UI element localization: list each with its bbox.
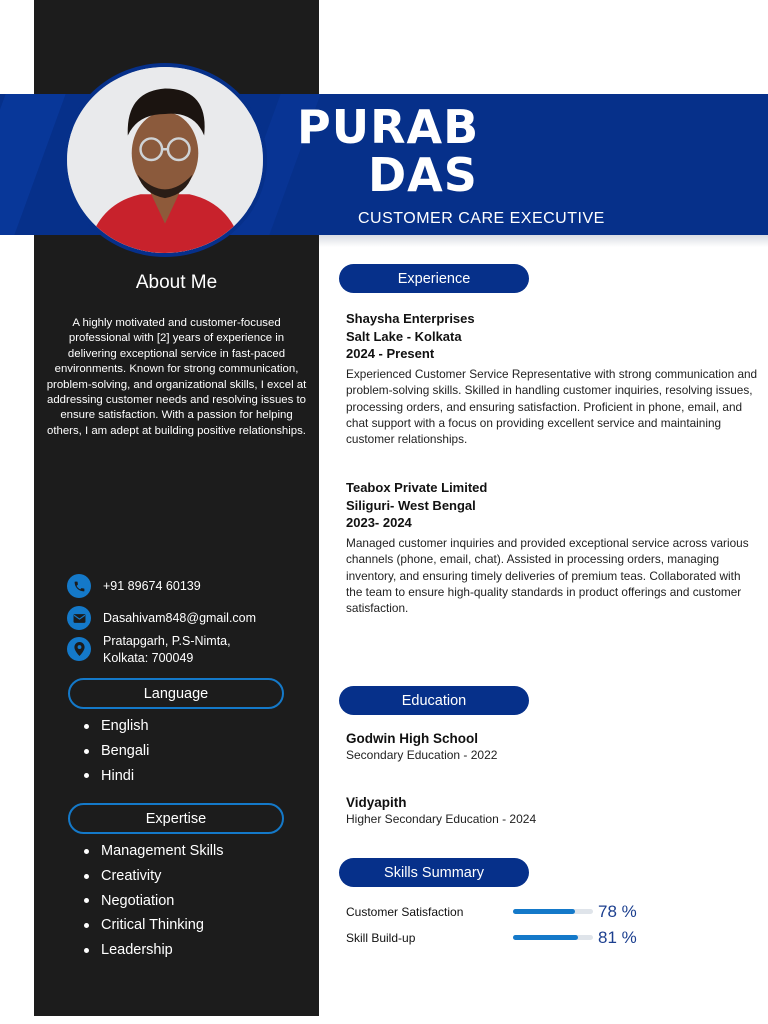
language-heading: Language bbox=[68, 678, 284, 709]
email-address[interactable]: Dasahivam848@gmail.com bbox=[103, 611, 257, 625]
job-2-location: Siliguri- West Bengal bbox=[346, 497, 476, 513]
job-title: CUSTOMER CARE EXECUTIVE bbox=[358, 210, 605, 227]
job-1-location: Salt Lake - Kolkata bbox=[346, 328, 462, 344]
education-2-level: Higher Secondary Education - 2024 bbox=[346, 812, 537, 826]
job-1-period: 2024 - Present bbox=[346, 346, 435, 361]
job-2-description: Managed customer inquiries and provided exceptional service across various channels (phone, email, chat). Assisted in processing orders, managing inventory, and ensuring timely deliveries of premium teas. Collaborated with the team to ensure high-quality standards in product offerings and customer satisfaction. bbox=[346, 536, 749, 616]
skill-2-percent: 81 % bbox=[598, 928, 637, 947]
job-2-period: 2023- 2024 bbox=[346, 515, 412, 530]
list-item: English bbox=[84, 714, 149, 739]
profile-photo bbox=[63, 63, 267, 257]
skill-2-bar bbox=[513, 935, 593, 940]
job-1-description: Experienced Customer Service Representative with strong communication and problem-solving skills. Skilled in handling customer inquiries, resolving issues, processing orders, and ensuring satisfaction. Proficient in phone, email, and chat support with a focus on providing excellent service and maintaining customer relationships. bbox=[346, 367, 758, 447]
education-1-school: Godwin High School bbox=[346, 731, 478, 746]
contact-email bbox=[67, 606, 256, 630]
email-icon bbox=[67, 606, 91, 630]
job-1-header bbox=[346, 310, 475, 363]
first-name: PURAB bbox=[297, 100, 480, 154]
list-item: Management Skills bbox=[84, 839, 224, 864]
address-line-1: Pratapgarh, P.S-Nimta, bbox=[103, 634, 231, 648]
contact-address bbox=[67, 633, 231, 667]
education-1-level: Secondary Education - 2022 bbox=[346, 748, 498, 762]
location-pin-icon bbox=[67, 637, 91, 661]
list-item: Critical Thinking bbox=[84, 913, 224, 938]
education-heading: Education bbox=[339, 686, 529, 715]
experience-heading: Experience bbox=[339, 264, 529, 293]
list-item: Creativity bbox=[84, 864, 224, 889]
phone-icon bbox=[67, 574, 91, 598]
language-list bbox=[84, 714, 149, 788]
list-item: Negotiation bbox=[84, 888, 224, 913]
education-2-school: Vidyapith bbox=[346, 795, 407, 810]
expertise-list bbox=[84, 839, 224, 962]
job-2-header bbox=[346, 479, 487, 532]
skill-2-fill bbox=[513, 935, 578, 940]
banner-shadow bbox=[319, 235, 768, 247]
list-item: Leadership bbox=[84, 938, 224, 963]
list-item: Hindi bbox=[84, 763, 149, 788]
contact-phone bbox=[67, 574, 201, 598]
job-2-company: Teabox Private Limited bbox=[346, 480, 488, 495]
skills-heading: Skills Summary bbox=[339, 858, 529, 887]
address-line-2: Kolkata: 700049 bbox=[103, 651, 194, 665]
skill-1-label: Customer Satisfaction bbox=[346, 905, 464, 919]
about-title: About Me bbox=[135, 272, 218, 293]
skill-1-fill bbox=[513, 909, 575, 914]
phone-number[interactable]: +91 89674 60139 bbox=[103, 579, 201, 593]
profile-photo-image bbox=[67, 67, 263, 253]
address bbox=[103, 633, 231, 667]
about-text: A highly motivated and customer-focused professional with [2] years of experience in delivering exceptional service in fast-paced environments. Known for strong communication, problem-solving, and organizational skills, I excel at addressing customer needs and resolving issues to ensure satisfaction. With a passion for helping others, I am adept at building positive relationships. bbox=[46, 317, 307, 437]
last-name: DAS bbox=[368, 148, 478, 202]
skill-1-percent: 78 % bbox=[598, 902, 637, 921]
list-item: Bengali bbox=[84, 739, 149, 764]
skill-1-bar bbox=[513, 909, 593, 914]
skill-2-label: Skill Build-up bbox=[346, 931, 416, 945]
expertise-heading: Expertise bbox=[68, 803, 284, 834]
job-1-company: Shaysha Enterprises bbox=[346, 311, 475, 326]
